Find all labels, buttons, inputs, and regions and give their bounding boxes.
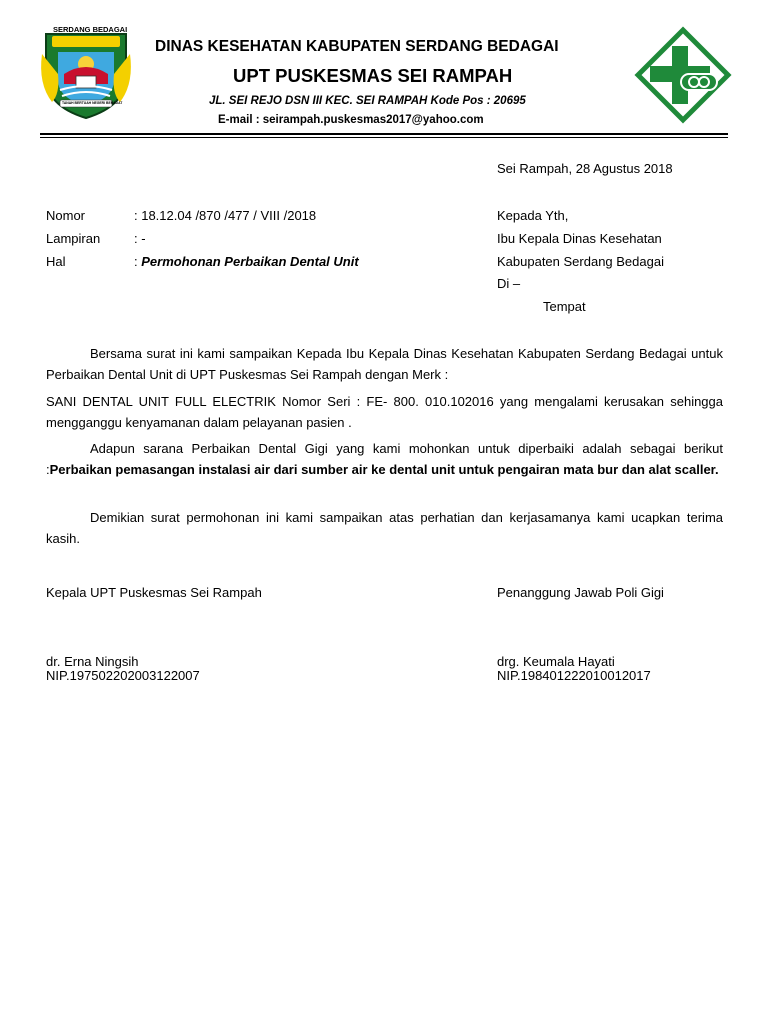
lampiran-value: : - [134, 231, 146, 246]
right-signatory-title: Penanggung Jawab Poli Gigi [497, 585, 664, 600]
recipient-line-5: Tempat [543, 299, 586, 314]
serdang-bedagai-emblem-logo [38, 24, 134, 120]
letterhead-divider-thin [40, 137, 728, 138]
hal-label: Hal [46, 254, 66, 269]
recipient-line-3: Kabupaten Serdang Bedagai [497, 254, 664, 269]
left-signatory-title: Kepala UPT Puskesmas Sei Rampah [46, 585, 262, 600]
letterhead-divider-thick [40, 133, 728, 135]
body-paragraph-3-intro: Adapun sarana Perbaikan Dental Gigi yang kami mohonkan untuk diperbaiki adalah sebagai berikut : [46, 441, 723, 477]
puskesmas-logo [634, 26, 732, 124]
recipient-line-2: Ibu Kepala Dinas Kesehatan [497, 231, 662, 246]
left-signatory-name: dr. Erna Ningsih [46, 654, 139, 669]
right-signatory-nip: NIP.198401222010012017 [497, 668, 651, 683]
agency-name: DINAS KESEHATAN KABUPATEN SERDANG BEDAGAI [155, 38, 559, 55]
body-paragraph-3-line [46, 438, 723, 480]
hal-colon: : [134, 254, 142, 269]
nomor-value: : 18.12.04 /870 /477 / VIII /2018 [134, 208, 317, 223]
body-paragraph-4-text: Demikian surat permohonan ini kami sampaikan atas perhatian dan kerjasamanya kami ucapkan terima kasih. [46, 510, 723, 546]
body-paragraph-3-bold: Perbaikan pemasangan instalasi air dari sumber air ke dental unit untuk pengairan mata bur dan alat scaller. [49, 462, 719, 477]
lampiran-label: Lampiran [46, 231, 101, 246]
unit-name: UPT PUSKESMAS SEI RAMPAH [233, 65, 513, 86]
recipient-line-4: Di – [497, 276, 521, 291]
hal-value: Permohonan Perbaikan Dental Unit [141, 254, 359, 269]
body-paragraph-1 [46, 343, 723, 385]
address-line: JL. SEI REJO DSN III KEC. SEI RAMPAH Kode Pos : 20695 [209, 95, 526, 107]
body-paragraph-1-text: Bersama surat ini kami sampaikan Kepada Ibu Kepala Dinas Kesehatan Kabupaten Serdang Bedagai untuk Perbaikan Dental Unit di UPT Puskesmas Sei Rampah dengan Merk : [46, 346, 723, 382]
body-paragraph-2-text: SANI DENTAL UNIT FULL ELECTRIK Nomor Seri : FE- 800. 010.102016 yang mengalami kerusakan sehingga mengganggu kenyamanan dalam pelayanan pasien . [46, 394, 723, 430]
left-signatory-nip: NIP.197502202003122007 [46, 668, 200, 683]
date-line: Sei Rampah, 28 Agustus 2018 [497, 161, 673, 176]
email-line: E-mail : seirampah.puskesmas2017@yahoo.com [218, 114, 484, 126]
nomor-label: Nomor [46, 208, 86, 223]
body-paragraph-4 [46, 507, 723, 549]
emblem-bottom-text: TANAH BERTUAH NEGERI BERADAT [62, 101, 123, 105]
body-paragraph-3 [46, 438, 723, 480]
recipient-line-1: Kepada Yth, [497, 208, 569, 223]
body-paragraph-2 [46, 391, 723, 433]
right-signatory-name: drg. Keumala Hayati [497, 654, 615, 669]
hal-line [134, 254, 359, 270]
emblem-top-text: SERDANG BEDAGAI [53, 25, 128, 34]
